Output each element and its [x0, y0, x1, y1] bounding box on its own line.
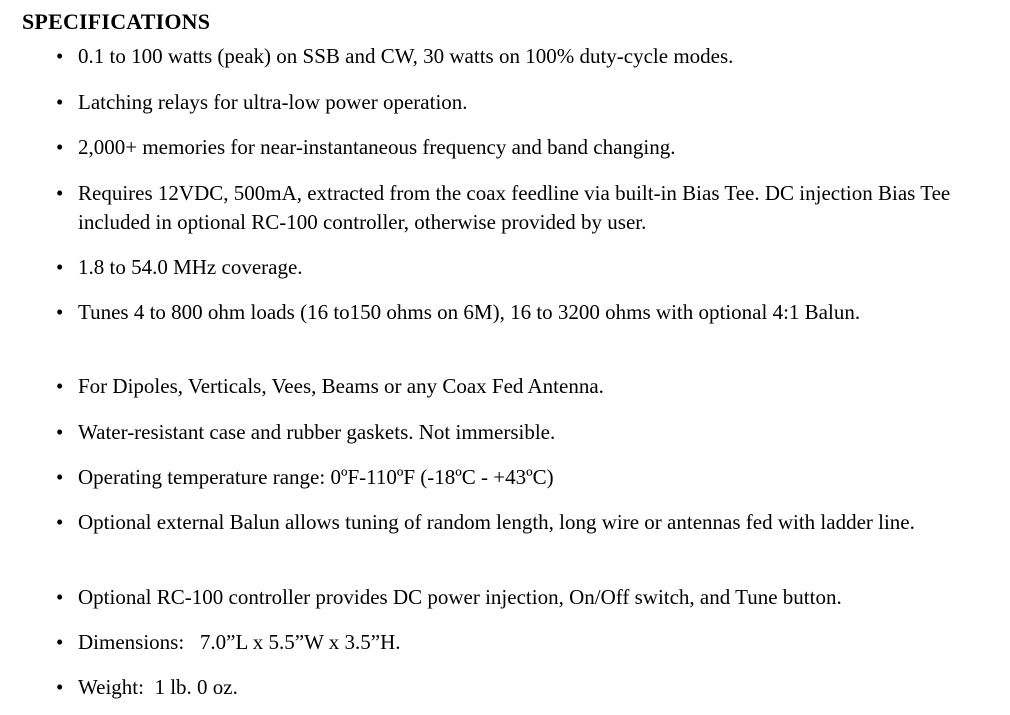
spec-item-power-supply — [56, 179, 1006, 237]
spec-item-case — [56, 418, 1006, 447]
spec-item-temperature — [56, 463, 1006, 492]
spec-text: 1.8 to 54.0 MHz coverage. — [78, 255, 303, 279]
spec-text: Dimensions: 7.0”L x 5.5”W x 3.5”H. — [78, 630, 401, 654]
spec-text: 0.1 to 100 watts (peak) on SSB and CW, 30 watts on 100% duty-cycle modes. — [78, 44, 734, 68]
bullet-icon: • — [56, 255, 64, 279]
spec-item-coverage — [56, 253, 1006, 282]
bullet-icon: • — [56, 44, 64, 68]
spec-item-dimensions — [56, 628, 1006, 657]
spec-text: Latching relays for ultra-low power operation. — [78, 90, 468, 114]
spec-item-relays — [56, 88, 1006, 117]
spec-text: Requires 12VDC, 500mA, extracted from the coax feedline via built-in Bias Tee. DC injection Bias Tee included in optional RC-100 controller, otherwise provided by user. — [78, 181, 956, 234]
bullet-icon: • — [56, 630, 64, 654]
spec-text: Water-resistant case and rubber gaskets. Not immersible. — [78, 420, 556, 444]
bullet-icon: • — [56, 675, 64, 699]
bullet-icon: • — [56, 585, 64, 609]
spec-item-memories — [56, 133, 1006, 162]
bullet-icon: • — [56, 510, 64, 534]
spec-text: Weight: 1 lb. 0 oz. — [78, 675, 238, 699]
bullet-icon: • — [56, 465, 64, 489]
spec-text: Optional RC-100 controller provides DC power injection, On/Off switch, and Tune button. — [78, 585, 842, 609]
bullet-icon: • — [56, 181, 64, 205]
section-heading: SPECIFICATIONS — [22, 9, 211, 34]
spec-text: Optional external Balun allows tuning of random length, long wire or antennas fed with ladder line. — [78, 510, 915, 534]
bullet-icon: • — [56, 90, 64, 114]
spec-item-tuning-range — [56, 298, 1006, 327]
bullet-icon: • — [56, 300, 64, 324]
spec-text: Tunes 4 to 800 ohm loads (16 to150 ohms on 6M), 16 to 3200 ohms with optional 4:1 Balun. — [78, 300, 861, 324]
spec-text: 2,000+ memories for near-instantaneous frequency and band changing. — [78, 135, 676, 159]
spec-text: For Dipoles, Verticals, Vees, Beams or any Coax Fed Antenna. — [78, 374, 604, 398]
spec-item-controller — [56, 583, 1006, 612]
spec-item-antennas — [56, 372, 1006, 401]
bullet-icon: • — [56, 135, 64, 159]
spec-item-balun — [56, 508, 1006, 537]
spec-text: Operating temperature range: 0ºF-110ºF (-18ºC - +43ºC) — [78, 465, 554, 489]
spec-item-power — [56, 42, 1006, 71]
bullet-icon: • — [56, 374, 64, 398]
spec-item-weight — [56, 673, 1006, 702]
bullet-icon: • — [56, 420, 64, 444]
